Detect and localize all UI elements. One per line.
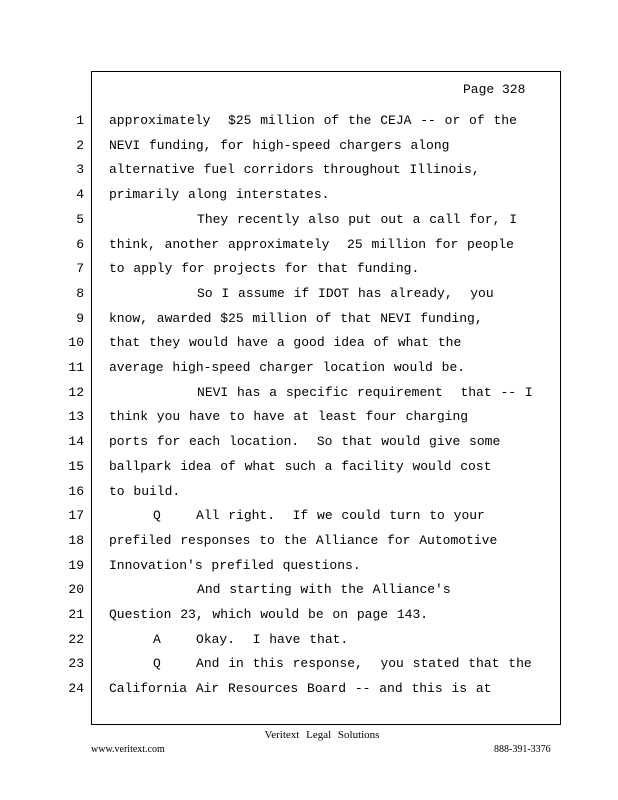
- line-number: 22: [68, 631, 84, 647]
- line-number: 4: [76, 187, 84, 203]
- footer-company-name: Veritext Legal Solutions: [264, 729, 380, 741]
- transcript-line: to build.: [109, 483, 181, 499]
- line-number: 9: [76, 310, 84, 326]
- transcript-line: A Okay. I have that.: [109, 631, 349, 647]
- line-number: 15: [68, 458, 84, 474]
- transcript-line: Question 23, which would be on page 143.: [109, 607, 429, 622]
- line-number: 20: [68, 582, 84, 598]
- line-number: 8: [76, 285, 84, 301]
- transcript-line: alternative fuel corridors throughout Illinois,: [109, 162, 480, 178]
- line-number: 6: [76, 236, 84, 252]
- transcript-line: They recently also put out a call for, I: [109, 211, 518, 227]
- transcript-line: prefiled responses to the Alliance for Automotive: [109, 532, 498, 548]
- transcript-line: approximately $25 million of the CEJA -- or of the: [109, 113, 517, 128]
- transcript-line: Innovation's prefiled questions.: [109, 557, 361, 573]
- line-number: 11: [68, 360, 84, 375]
- transcript-line: know, awarded $25 million of that NEVI funding,: [109, 310, 483, 326]
- line-number: 1: [76, 113, 84, 128]
- transcript-line: Q And in this response, you stated that the: [109, 656, 532, 672]
- transcript-line: NEVI has a specific requirement that -- I: [109, 384, 533, 400]
- transcript-line: ports for each location. So that would give some: [109, 434, 501, 450]
- transcript-line: California Air Resources Board -- and this is at: [109, 681, 492, 697]
- line-number: 16: [68, 483, 84, 499]
- line-number: 12: [68, 384, 84, 400]
- transcript-line: ballpark idea of what such a facility would cost: [109, 458, 492, 474]
- transcript-line: So I assume if IDOT has already, you: [109, 285, 494, 301]
- line-number: 14: [68, 434, 84, 450]
- footer-website: www.veritext.com: [91, 744, 165, 755]
- transcript-line: to apply for projects for that funding.: [109, 261, 420, 277]
- transcript-line: primarily along interstates.: [109, 187, 330, 203]
- transcript-line: think you have to have at least four charging: [109, 409, 469, 425]
- line-number: 17: [68, 508, 84, 524]
- transcript-line: Q All right. If we could turn to your: [109, 508, 485, 524]
- line-number: 13: [68, 409, 84, 425]
- line-number: 24: [68, 681, 84, 697]
- line-number: 19: [68, 557, 84, 573]
- line-number: 23: [68, 656, 84, 672]
- line-number: 5: [76, 211, 84, 227]
- line-number: 7: [76, 261, 84, 277]
- line-number: 3: [76, 162, 84, 178]
- line-number: 2: [76, 137, 84, 153]
- transcript-line: average high-speed charger location would be.: [109, 360, 466, 375]
- transcript-line: NEVI funding, for high-speed chargers along: [109, 137, 450, 153]
- transcript-line: that they would have a good idea of what the: [109, 335, 462, 351]
- line-number: 21: [68, 607, 84, 622]
- line-number: 10: [68, 335, 84, 351]
- line-number: 18: [68, 532, 84, 548]
- transcript-line: And starting with the Alliance's: [109, 582, 451, 598]
- footer-phone: 888-391-3376: [494, 744, 551, 755]
- page-number: Page 328: [463, 82, 526, 97]
- transcript-line: think, another approximately 25 million for people: [109, 236, 514, 252]
